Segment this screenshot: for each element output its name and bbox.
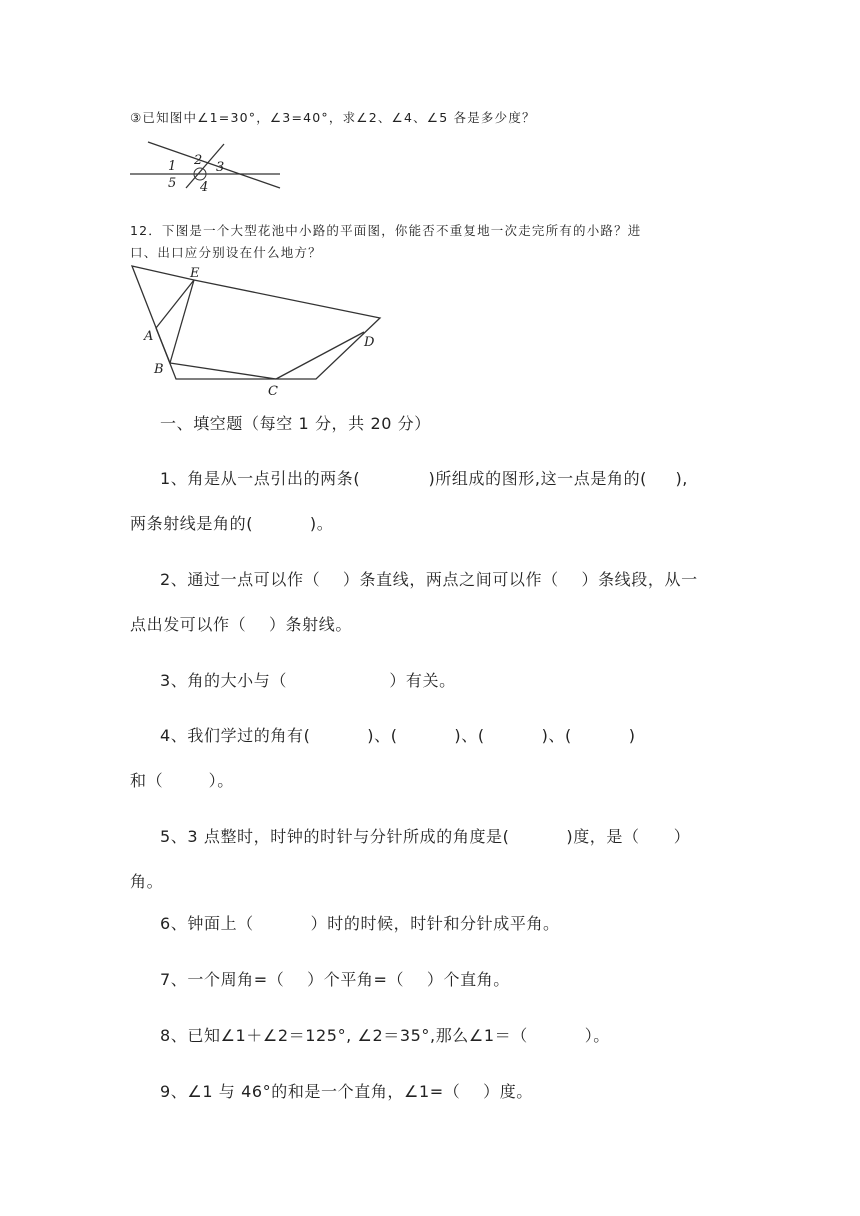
item-9: 9、∠1 与 46°的和是一个直角，∠1=（ ）度。 <box>160 1082 533 1101</box>
angle-label-3: 3 <box>216 160 225 175</box>
item-1-line-1: 1、角是从一点引出的两条( )所组成的图形,这一点是角的( ), <box>160 469 688 488</box>
angle-label-1: 1 <box>168 159 177 174</box>
item-5-line-2: 角。 <box>130 872 164 891</box>
item-7: 7、一个周角=（ ）个平角=（ ）个直角。 <box>160 970 510 989</box>
item-6: 6、钟面上（ ）时的时候，时针和分针成平角。 <box>160 914 560 933</box>
point-label-b: B <box>154 362 164 377</box>
point-label-a: A <box>144 329 154 344</box>
question-11-part-3: ③已知图中∠1=30°，∠3=40°，求∠2、∠4、∠5 各是多少度？ <box>130 110 536 125</box>
point-label-c: C <box>268 384 278 398</box>
angle-label-2: 2 <box>194 153 203 168</box>
angle-label-4: 4 <box>200 180 209 195</box>
item-2-line-2: 点出发可以作（ ）条射线。 <box>130 615 352 634</box>
question-12-line-1: 12．下图是一个大型花池中小路的平面图，你能否不重复地一次走完所有的小路？进 <box>130 223 642 238</box>
item-8: 8、已知∠1＋∠2＝125°, ∠2＝35°,那么∠1＝（ ）。 <box>160 1026 610 1045</box>
item-1-line-2: 两条射线是角的( )。 <box>130 514 334 533</box>
section-title: 一、填空题（每空 1 分，共 20 分） <box>160 414 431 433</box>
item-5-line-1: 5、3 点整时，时钟的时针与分针所成的角度是( )度，是（ ） <box>160 827 691 846</box>
item-4-line-1: 4、我们学过的角有( )、( )、( )、( ) <box>160 726 636 745</box>
item-2-line-1: 2、通过一点可以作（ ）条直线，两点之间可以作（ ）条线段，从一 <box>160 570 698 589</box>
item-3: 3、角的大小与（ ）有关。 <box>160 671 456 690</box>
point-label-d: D <box>364 335 375 350</box>
question-12-line-2: 口、出口应分别设在什么地方？ <box>130 245 322 260</box>
item-4-line-2: 和（ ）。 <box>130 771 234 790</box>
angle-label-5: 5 <box>168 176 177 191</box>
point-label-e: E <box>190 266 200 281</box>
garden-path-figure <box>128 262 388 398</box>
angle-figure <box>128 136 283 196</box>
